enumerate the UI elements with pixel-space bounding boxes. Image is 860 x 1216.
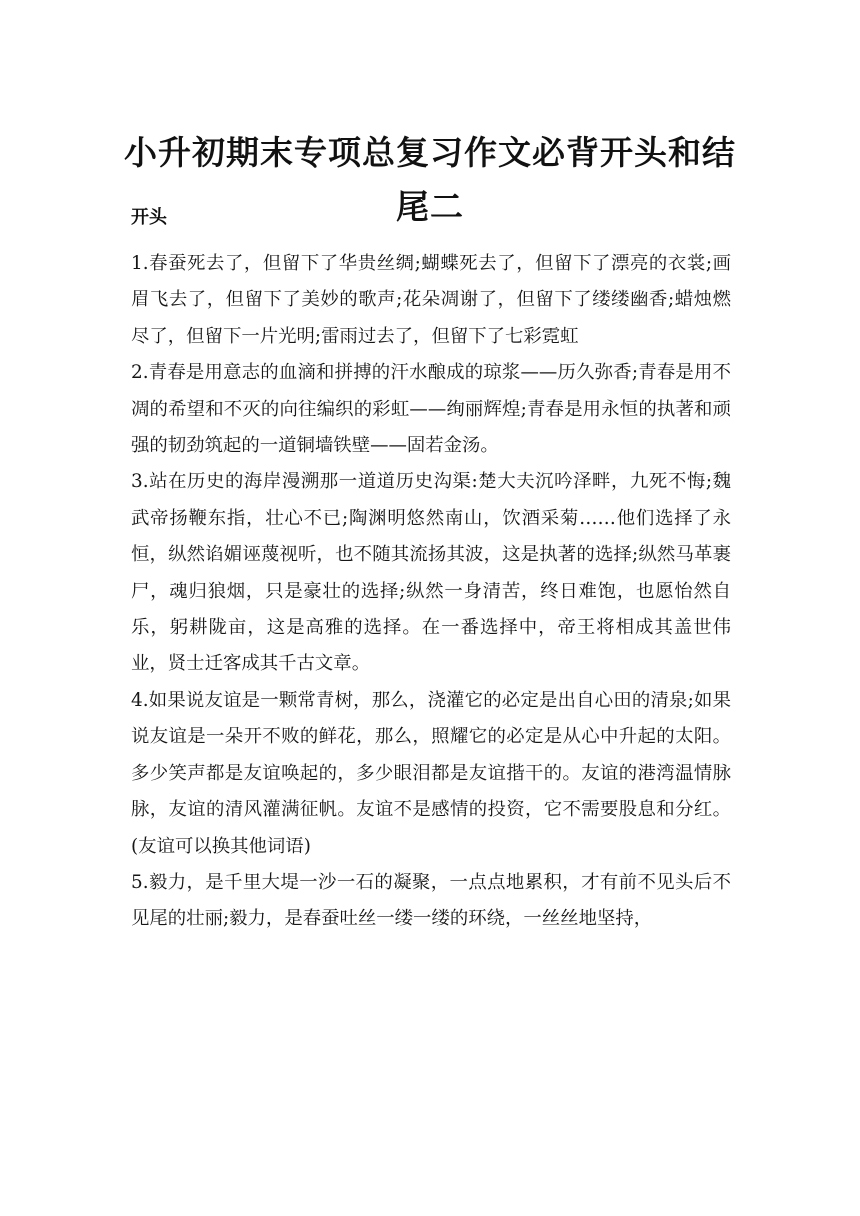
document-body — [131, 246, 731, 938]
paragraph-2: 2.青春是用意志的血滴和拼搏的汗水酿成的琼浆——历久弥香;青春是用不凋的希望和不灭的向往编织的彩虹——绚丽辉煌;青春是用永恒的执著和顽强的韧劲筑起的一道铜墙铁壁——固若金汤。 — [131, 362, 731, 457]
document-title: 小升初期末专项总复习作文必背开头和结尾二 — [124, 133, 736, 227]
paragraph-5: 5.毅力，是千里大堤一沙一石的凝聚，一点点地累积，才有前不见头后不见尾的壮丽;毅力，是春蚕吐丝一缕一缕的环绕，一丝丝地坚持， — [131, 871, 731, 930]
paragraph-3: 3.站在历史的海岸漫溯那一道道历史沟渠:楚大夫沉吟泽畔，九死不悔;魏武帝扬鞭东指，壮心不已;陶渊明悠然南山，饮酒采菊……他们选择了永恒，纵然谄媚诬蔑视听，也不随其流扬其波，这是执著的选择;纵然马革裹尸，魂归狼烟，只是豪壮的选择;纵然一身清苦，终日难饱，也愿怡然自乐，躬耕陇亩，这是高雅的选择。在一番选择中，帝王将相成其盖世伟业，贤士迁客成其千古文章。 — [131, 471, 731, 675]
paragraph-1: 1.春蚕死去了，但留下了华贵丝绸;蝴蝶死去了，但留下了漂亮的衣裳;画眉飞去了，但留下了美妙的歌声;花朵凋谢了，但留下了缕缕幽香;蜡烛燃尽了，但留下一片光明;雷雨过去了，但留下了七彩霓虹 — [131, 253, 731, 347]
section-heading: 开头 — [131, 207, 167, 228]
paragraph-4: 4.如果说友谊是一颗常青树，那么，浇灌它的必定是出自心田的清泉;如果说友谊是一朵开不败的鲜花，那么，照耀它的必定是从心中升起的太阳。多少笑声都是友谊唤起的，多少眼泪都是友谊揩干的。友谊的港湾温情脉脉，友谊的清风灌满征帆。友谊不是感情的投资，它不需要股息和分红。(友谊可以换其他词语) — [131, 689, 731, 857]
